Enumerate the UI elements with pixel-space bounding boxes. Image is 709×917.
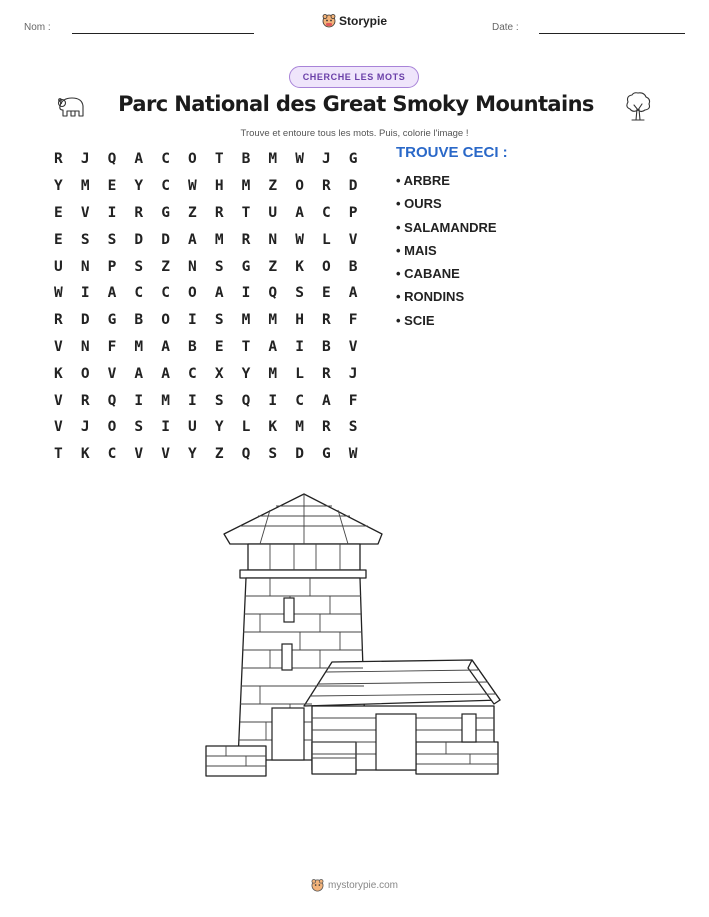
grid-letter[interactable]: O: [188, 151, 197, 168]
grid-letter[interactable]: S: [134, 258, 144, 275]
grid-letter[interactable]: D: [348, 178, 358, 195]
grid-letter[interactable]: C: [161, 285, 170, 302]
grid-letter[interactable]: D: [80, 312, 90, 329]
grid-letter[interactable]: P: [107, 258, 117, 275]
word-search-grid[interactable]: [45, 146, 367, 468]
grid-letter[interactable]: R: [322, 419, 331, 436]
footer-url[interactable]: mystorypie.com: [327, 880, 398, 891]
grid-letter[interactable]: M: [134, 338, 144, 355]
grid-letter[interactable]: I: [241, 285, 251, 302]
word-list-item: • RONDINS: [396, 289, 465, 305]
grid-letter[interactable]: L: [322, 231, 331, 248]
grid-letter[interactable]: W: [348, 446, 358, 463]
grid-letter[interactable]: A: [134, 151, 144, 168]
grid-letter[interactable]: Z: [188, 204, 197, 221]
grid-letter[interactable]: E: [54, 231, 63, 248]
grid-letter[interactable]: A: [134, 365, 144, 382]
grid-letter[interactable]: V: [54, 338, 63, 355]
grid-letter[interactable]: Y: [241, 365, 251, 382]
grid-letter[interactable]: U: [188, 419, 197, 436]
grid-letter[interactable]: F: [107, 338, 117, 355]
grid-letter[interactable]: R: [134, 204, 144, 221]
grid-letter[interactable]: H: [295, 312, 304, 329]
grid-letter[interactable]: M: [268, 312, 278, 329]
word-list-item: • CABANE: [396, 266, 460, 282]
grid-letter[interactable]: M: [161, 392, 170, 409]
grid-letter[interactable]: Q: [107, 392, 117, 409]
date-line[interactable]: [539, 33, 685, 34]
activity-tag: CHERCHE LES MOTS: [289, 66, 419, 88]
grid-letter[interactable]: J: [348, 365, 358, 382]
grid-letter[interactable]: I: [268, 392, 278, 409]
grid-letter[interactable]: L: [295, 365, 304, 382]
grid-letter[interactable]: D: [134, 231, 144, 248]
grid-letter[interactable]: D: [161, 231, 170, 248]
grid-letter[interactable]: O: [107, 419, 117, 436]
grid-letter[interactable]: R: [322, 312, 331, 329]
grid-letter[interactable]: M: [268, 151, 278, 168]
grid-letter[interactable]: S: [295, 285, 304, 302]
grid-letter[interactable]: Z: [161, 258, 170, 275]
grid-letter[interactable]: V: [80, 204, 90, 221]
grid-letter[interactable]: M: [268, 365, 278, 382]
grid-letter[interactable]: M: [214, 231, 224, 248]
word-list-item: • OURS: [396, 196, 442, 212]
grid-letter[interactable]: O: [322, 258, 331, 275]
grid-letter[interactable]: Z: [214, 446, 224, 463]
grid-letter[interactable]: W: [54, 285, 63, 302]
grid-letter[interactable]: R: [80, 392, 90, 409]
grid-letter[interactable]: I: [80, 285, 90, 302]
grid-letter[interactable]: N: [80, 258, 90, 275]
grid-letter[interactable]: X: [214, 365, 224, 382]
grid-letter[interactable]: I: [161, 419, 170, 436]
grid-letter[interactable]: W: [295, 231, 304, 248]
grid-letter[interactable]: G: [161, 204, 170, 221]
grid-letter[interactable]: U: [54, 258, 63, 275]
grid-letter[interactable]: I: [295, 338, 304, 355]
grid-letter[interactable]: G: [322, 446, 331, 463]
grid-letter[interactable]: C: [134, 285, 144, 302]
storypie-mascot-icon: [322, 14, 336, 28]
grid-letter[interactable]: K: [80, 446, 90, 463]
grid-letter[interactable]: Z: [268, 178, 278, 195]
grid-letter[interactable]: W: [188, 178, 197, 195]
grid-letter[interactable]: U: [268, 204, 278, 221]
grid-letter[interactable]: R: [214, 204, 224, 221]
grid-letter[interactable]: J: [322, 151, 331, 168]
grid-letter[interactable]: M: [295, 419, 304, 436]
grid-letter[interactable]: C: [161, 178, 170, 195]
instructions: Trouve et entoure tous les mots. Puis, colorie l'image !: [240, 128, 469, 139]
grid-letter[interactable]: R: [322, 365, 331, 382]
storypie-mascot-icon: [311, 879, 324, 892]
grid-letter[interactable]: R: [241, 231, 251, 248]
grid-letter[interactable]: B: [348, 258, 358, 275]
grid-letter[interactable]: B: [322, 338, 331, 355]
grid-letter[interactable]: V: [161, 446, 170, 463]
grid-letter[interactable]: T: [241, 204, 251, 221]
grid-letter[interactable]: Y: [188, 446, 197, 463]
stone-tower-and-cabin-drawing[interactable]: [200, 492, 510, 782]
grid-letter[interactable]: O: [80, 365, 90, 382]
grid-letter[interactable]: O: [188, 285, 197, 302]
grid-letter[interactable]: C: [188, 365, 197, 382]
grid-letter[interactable]: R: [54, 312, 63, 329]
grid-letter[interactable]: N: [188, 258, 197, 275]
grid-letter[interactable]: C: [107, 446, 117, 463]
word-list-item: • ARBRE: [396, 173, 450, 188]
grid-letter[interactable]: O: [295, 178, 304, 195]
grid-letter[interactable]: C: [295, 392, 304, 409]
grid-letter[interactable]: I: [134, 392, 144, 409]
grid-letter[interactable]: A: [322, 392, 331, 409]
grid-letter[interactable]: Q: [268, 285, 278, 302]
grid-letter[interactable]: S: [268, 446, 278, 463]
word-list-item: • MAIS: [396, 242, 437, 258]
grid-letter[interactable]: A: [214, 285, 224, 302]
grid-letter[interactable]: N: [80, 338, 90, 355]
grid-letter[interactable]: M: [80, 178, 90, 195]
grid-letter[interactable]: F: [348, 392, 358, 409]
grid-letter[interactable]: M: [241, 178, 251, 195]
grid-letter[interactable]: A: [268, 338, 278, 355]
grid-letter[interactable]: R: [322, 178, 331, 195]
grid-letter[interactable]: A: [188, 231, 197, 248]
grid-letter[interactable]: O: [161, 312, 170, 329]
grid-letter[interactable]: P: [348, 204, 358, 221]
grid-letter[interactable]: I: [107, 204, 117, 221]
grid-letter[interactable]: T: [54, 446, 63, 463]
grid-letter[interactable]: M: [241, 312, 251, 329]
grid-letter[interactable]: Y: [54, 178, 63, 195]
name-label: Nom :: [24, 22, 51, 33]
grid-letter[interactable]: V: [348, 338, 358, 355]
grid-letter[interactable]: A: [348, 285, 358, 302]
grid-letter[interactable]: V: [107, 365, 117, 382]
grid-letter[interactable]: V: [348, 231, 358, 248]
date-label: Date :: [492, 22, 519, 33]
grid-letter[interactable]: V: [134, 446, 144, 463]
name-line[interactable]: [72, 33, 254, 34]
grid-letter[interactable]: G: [107, 312, 117, 329]
grid-letter[interactable]: S: [214, 258, 224, 275]
grid-letter[interactable]: J: [80, 419, 90, 436]
grid-letter[interactable]: T: [241, 338, 251, 355]
grid-letter[interactable]: S: [107, 231, 117, 248]
grid-letter[interactable]: J: [80, 151, 90, 168]
grid-letter[interactable]: S: [348, 419, 358, 436]
grid-letter[interactable]: Y: [134, 178, 144, 195]
grid-letter[interactable]: T: [214, 151, 224, 168]
grid-letter[interactable]: V: [54, 419, 63, 436]
grid-letter[interactable]: S: [134, 419, 144, 436]
grid-letter[interactable]: Y: [214, 419, 224, 436]
grid-letter[interactable]: C: [161, 151, 170, 168]
footer: [0, 879, 709, 892]
grid-letter[interactable]: A: [295, 204, 304, 221]
grid-letter[interactable]: N: [268, 231, 278, 248]
grid-letter[interactable]: Z: [268, 258, 278, 275]
grid-letter[interactable]: B: [241, 151, 251, 168]
grid-letter[interactable]: I: [188, 392, 197, 409]
grid-letter[interactable]: K: [54, 365, 63, 382]
grid-letter[interactable]: Q: [107, 151, 117, 168]
grid-letter[interactable]: Q: [241, 446, 251, 463]
grid-letter[interactable]: B: [188, 338, 197, 355]
grid-letter[interactable]: S: [214, 392, 224, 409]
grid-letter[interactable]: G: [348, 151, 358, 168]
grid-letter[interactable]: R: [54, 151, 63, 168]
grid-letter[interactable]: E: [214, 338, 224, 355]
grid-letter[interactable]: K: [295, 258, 304, 275]
grid-letter[interactable]: B: [134, 312, 144, 329]
grid-letter[interactable]: V: [54, 392, 63, 409]
grid-letter[interactable]: E: [107, 178, 117, 195]
grid-letter[interactable]: D: [295, 446, 304, 463]
grid-letter[interactable]: L: [241, 419, 251, 436]
grid-letter[interactable]: C: [322, 204, 331, 221]
grid-letter[interactable]: G: [241, 258, 251, 275]
worksheet-header: [0, 14, 709, 38]
grid-letter[interactable]: A: [161, 365, 170, 382]
word-list-item: • SCIE: [396, 312, 435, 328]
grid-letter[interactable]: K: [268, 419, 278, 436]
brand-name: Storypie: [339, 14, 388, 28]
grid-letter[interactable]: E: [322, 285, 331, 302]
grid-letter[interactable]: Q: [241, 392, 251, 409]
word-list-title: TROUVE CECI :: [396, 144, 508, 161]
bear-icon: [54, 92, 88, 120]
word-list: [396, 144, 508, 332]
grid-letter[interactable]: F: [348, 312, 358, 329]
word-list-item: • SALAMANDRE: [396, 219, 497, 235]
grid-letter[interactable]: H: [214, 178, 224, 195]
tree-icon: [624, 90, 652, 122]
grid-letter[interactable]: S: [214, 312, 224, 329]
brand-logo: [322, 14, 387, 28]
grid-letter[interactable]: A: [161, 338, 170, 355]
grid-letter[interactable]: A: [107, 285, 117, 302]
grid-letter[interactable]: I: [188, 312, 197, 329]
grid-letter[interactable]: S: [80, 231, 90, 248]
page-title: Parc National des Great Smoky Mountains: [118, 92, 594, 116]
grid-letter[interactable]: W: [295, 151, 304, 168]
grid-letter[interactable]: E: [54, 204, 63, 221]
